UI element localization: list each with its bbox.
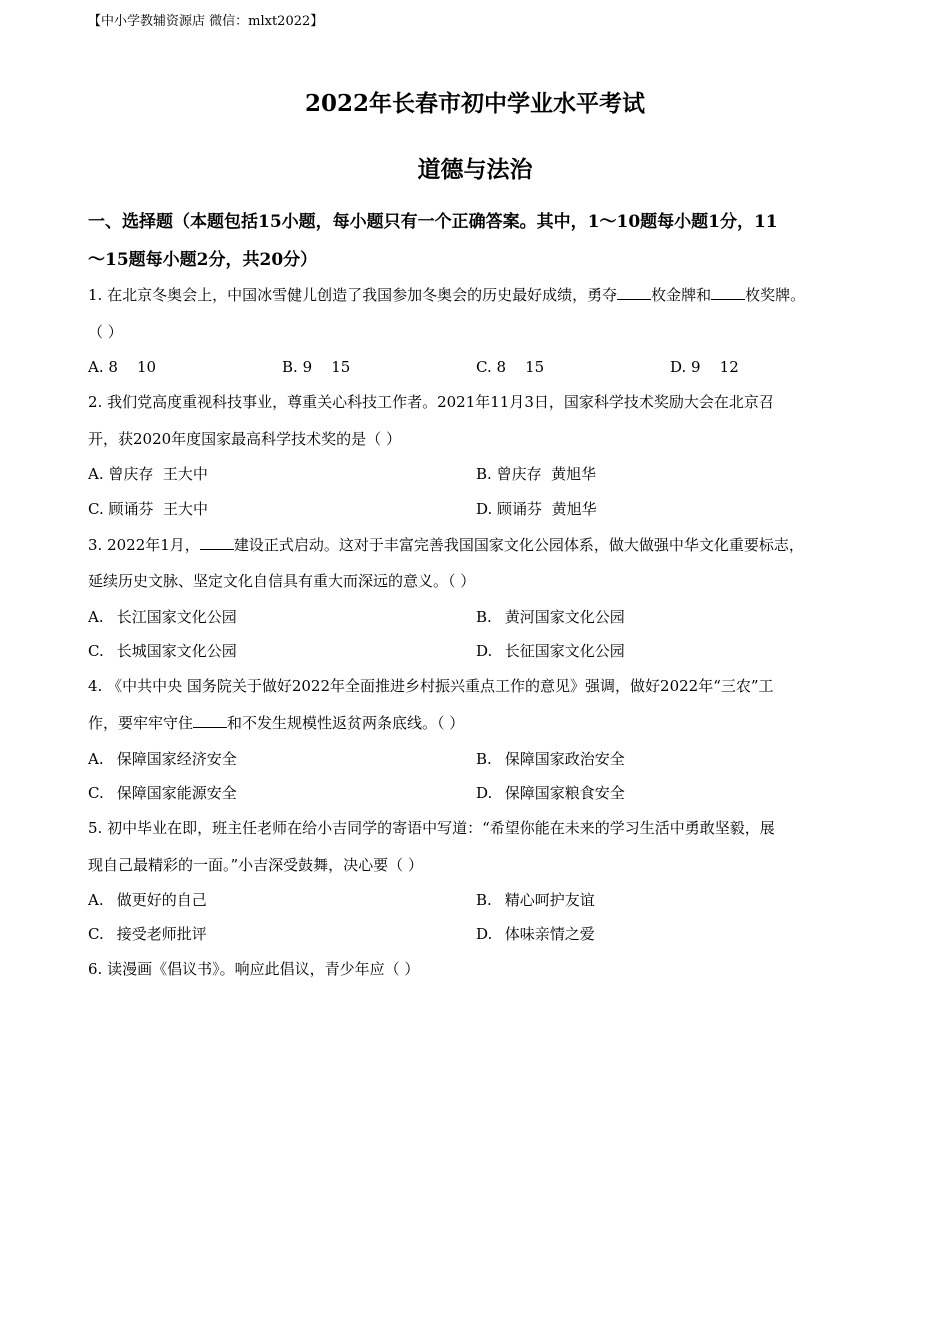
option-letter: B. xyxy=(282,358,298,376)
question-1-text-part-3: 枚奖牌。 xyxy=(745,286,806,304)
question-2-option-b[interactable] xyxy=(476,464,596,484)
question-2-option-d[interactable] xyxy=(476,499,597,519)
option-text: 保障国家经济安全 xyxy=(116,750,237,768)
exam-title: 2022年长春市初中学业水平考试 xyxy=(304,90,645,117)
question-5-option-c[interactable] xyxy=(88,924,207,944)
question-3-stem-line-2: 延续历史文脉、坚定文化自信具有重大而深远的意义。（ ） xyxy=(88,572,476,590)
option-letter: C. xyxy=(88,642,104,660)
option-letter: C. xyxy=(88,500,104,518)
option-text: 接受老师批评 xyxy=(116,925,207,943)
option-text: 保障国家能源安全 xyxy=(116,784,237,802)
option-letter: D. xyxy=(476,642,493,660)
question-5-stem-line-2: 现自己最精彩的一面。”小吉深受鼓舞，决心要（ ） xyxy=(88,856,423,874)
option-text: 黄河国家文化公园 xyxy=(504,608,625,626)
question-4-stem-line-1: 4. 《中共中央 国务院关于做好2022年全面推进乡村振兴重点工作的意见》强调，做好2022年“三农”工 xyxy=(88,677,774,695)
option-letter: C. xyxy=(476,358,492,376)
question-6-stem-line-1: 6. 读漫画《倡议书》。响应此倡议，青少年应（ ） xyxy=(88,960,420,978)
option-text: 保障国家粮食安全 xyxy=(504,784,625,802)
option-letter: A. xyxy=(88,465,104,483)
option-letter: B. xyxy=(476,891,492,909)
question-1-stem-line-1 xyxy=(88,285,888,305)
option-text: 9 12 xyxy=(691,358,739,376)
option-text: 保障国家政治安全 xyxy=(504,750,625,768)
option-letter: D. xyxy=(476,784,493,802)
answer-blank xyxy=(193,713,227,728)
question-4-option-b[interactable] xyxy=(476,749,625,769)
option-text: 9 15 xyxy=(302,358,351,376)
option-text: 体味亲情之爱 xyxy=(504,925,595,943)
section-heading-line-2: ～15题每小题2分，共20分） xyxy=(88,250,318,270)
question-1-option-a[interactable] xyxy=(88,357,156,377)
question-5-option-d[interactable] xyxy=(476,924,595,944)
question-3-option-d[interactable] xyxy=(476,641,625,661)
question-1-option-d[interactable] xyxy=(670,357,739,377)
answer-blank xyxy=(711,285,745,300)
question-1-option-b[interactable] xyxy=(282,357,350,377)
option-letter: A. xyxy=(88,608,104,626)
section-heading xyxy=(88,203,868,279)
option-text: 做更好的自己 xyxy=(116,891,207,909)
question-2-stem-line-1: 2. 我们党高度重视科技事业，尊重关心科技工作者。2021年11月3日，国家科学技术奖励大会在北京召 xyxy=(88,393,774,411)
option-text: 顾诵芬 王大中 xyxy=(108,500,209,518)
question-4-option-d[interactable] xyxy=(476,783,625,803)
question-5-option-b[interactable] xyxy=(476,890,595,910)
option-text: 曾庆存 黄旭华 xyxy=(496,465,597,483)
question-4-option-c[interactable] xyxy=(88,783,237,803)
option-letter: B. xyxy=(476,465,492,483)
question-2-option-a[interactable] xyxy=(88,464,208,484)
option-text: 长江国家文化公园 xyxy=(116,608,237,626)
option-letter: D. xyxy=(476,500,493,518)
question-3-stem-line-1 xyxy=(88,535,888,555)
question-5-option-a[interactable] xyxy=(88,890,207,910)
question-1-stem-line-2: （ ） xyxy=(88,323,123,341)
answer-blank xyxy=(200,535,234,550)
question-4-text-part-1: 作，要牢牢守住 xyxy=(88,714,194,732)
option-letter: C. xyxy=(88,925,104,943)
option-text: 精心呵护友谊 xyxy=(504,891,595,909)
option-letter: D. xyxy=(670,358,687,376)
question-4-stem-line-2 xyxy=(88,713,888,733)
option-letter: B. xyxy=(476,750,492,768)
option-letter: D. xyxy=(476,925,493,943)
question-3-text-part-1: 3. 2022年1月， xyxy=(88,536,200,554)
option-text: 8 10 xyxy=(108,358,157,376)
question-3-option-b[interactable] xyxy=(476,607,625,627)
option-letter: A. xyxy=(88,358,104,376)
question-3-text-part-2: 建设正式启动。这对于丰富完善我国国家文化公园体系，做大做强中华文化重要标志， xyxy=(233,536,804,554)
question-3-option-c[interactable] xyxy=(88,641,237,661)
question-1-option-c[interactable] xyxy=(476,357,544,377)
question-1-text-part-1: 1. 在北京冬奥会上，中国冰雪健儿创造了我国参加冬奥会的历史最好成绩，勇夺 xyxy=(88,286,618,304)
option-text: 8 15 xyxy=(496,358,545,376)
option-text: 曾庆存 王大中 xyxy=(108,465,208,483)
option-letter: B. xyxy=(476,608,492,626)
option-letter: A. xyxy=(88,891,104,909)
question-3-option-a[interactable] xyxy=(88,607,237,627)
option-letter: C. xyxy=(88,784,104,802)
section-heading-line-1: 一、选择题（本题包括15小题，每小题只有一个正确答案。其中，1～10题每小题1分，11 xyxy=(88,212,778,232)
subject-title: 道德与法治 xyxy=(417,156,533,183)
option-text: 顾诵芬 黄旭华 xyxy=(497,500,597,518)
question-5-stem-line-1: 5. 初中毕业在即，班主任老师在给小吉同学的寄语中写道：“希望你能在未来的学习生活中勇敢坚毅，展 xyxy=(88,819,775,837)
question-1-text-part-2: 枚金牌和 xyxy=(651,286,712,304)
option-text: 长城国家文化公园 xyxy=(116,642,237,660)
question-4-option-a[interactable] xyxy=(88,749,237,769)
question-4-text-part-2: 和不发生规模性返贫两条底线。（ ） xyxy=(227,714,465,732)
answer-blank xyxy=(617,285,651,300)
question-2-stem-line-2: 开，获2020年度国家最高科学技术奖的是（ ） xyxy=(88,430,401,448)
header-note: 【中小学教辅资源店 微信：mlxt2022】 xyxy=(88,14,324,29)
option-text: 长征国家文化公园 xyxy=(504,642,625,660)
question-2-option-c[interactable] xyxy=(88,499,208,519)
option-letter: A. xyxy=(88,750,104,768)
